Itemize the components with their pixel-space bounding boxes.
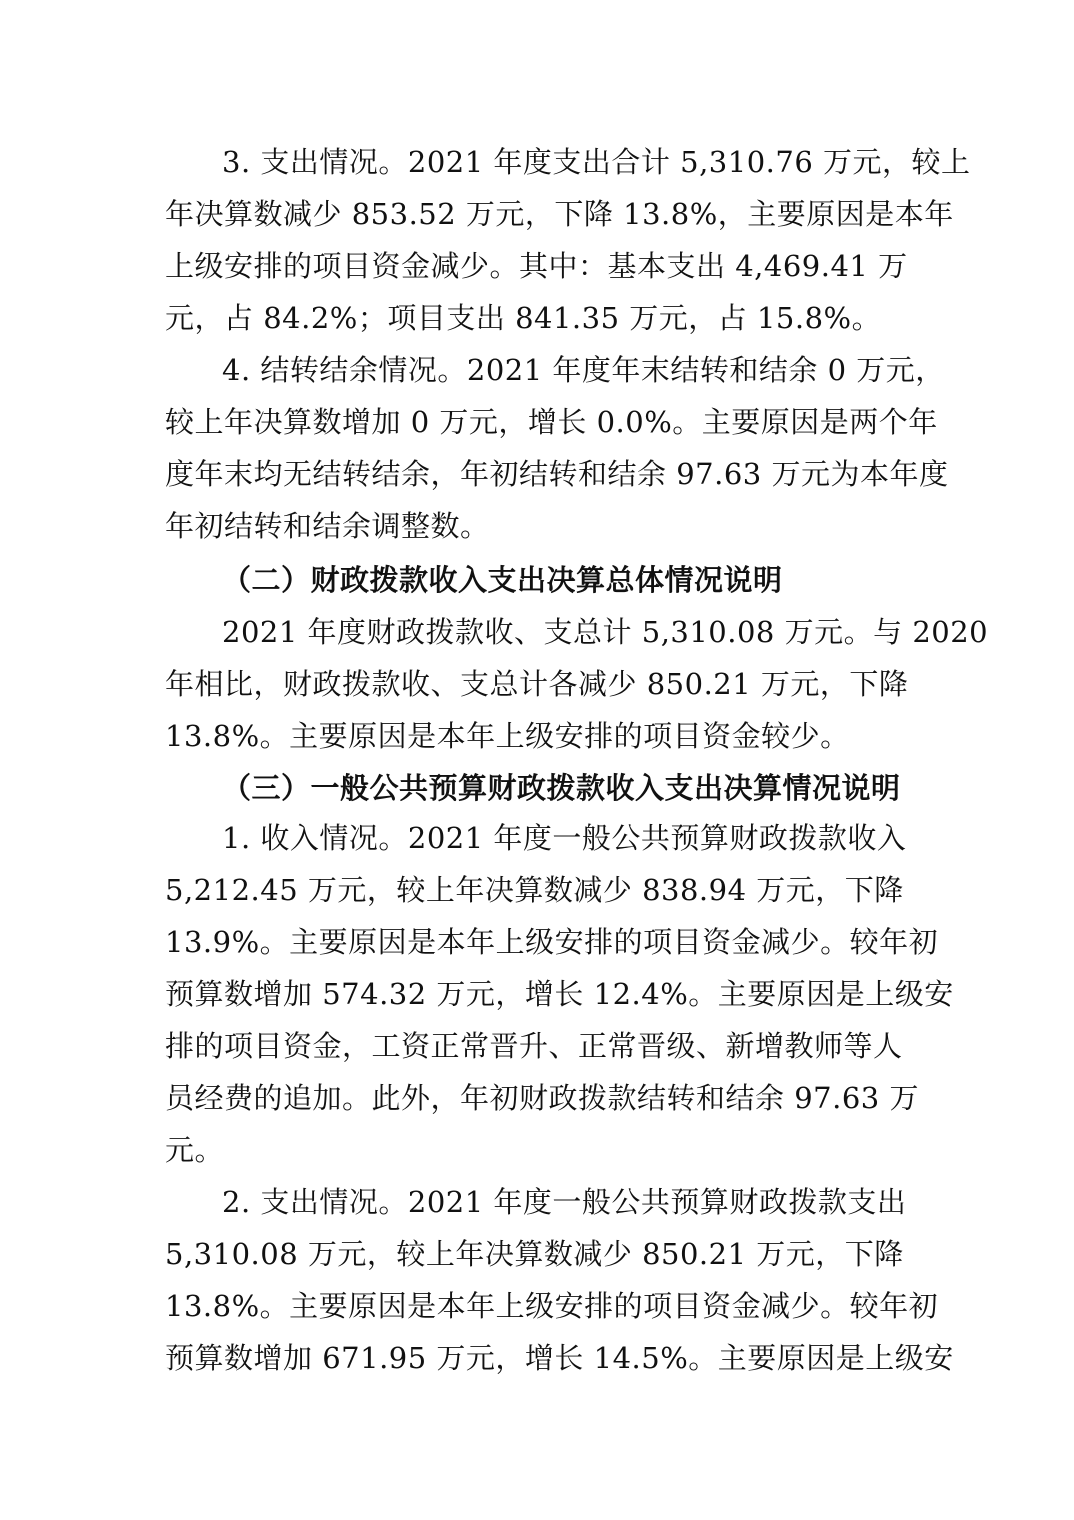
section-heading: （二）财政拨款收入支出决算总体情况说明 bbox=[222, 563, 783, 597]
text-line: 员经费的追加。此外，年初财政拨款结转和结余 97.63 万 bbox=[165, 1081, 919, 1115]
text-line: 预算数增加 671.95 万元，增长 14.5%。主要原因是上级安 bbox=[165, 1341, 954, 1375]
text-line: 上级安排的项目资金减少。其中：基本支出 4,469.41 万 bbox=[165, 249, 908, 283]
text-line: 元，占 84.2%；项目支出 841.35 万元，占 15.8%。 bbox=[165, 301, 882, 335]
text-line: 5,212.45 万元，较上年决算数减少 838.94 万元，下降 bbox=[165, 873, 904, 907]
text-line: 2021 年度财政拨款收、支总计 5,310.08 万元。与 2020 bbox=[222, 615, 989, 649]
text-line: 5,310.08 万元，较上年决算数减少 850.21 万元，下降 bbox=[165, 1237, 904, 1271]
text-line: 13.8%。主要原因是本年上级安排的项目资金较少。 bbox=[165, 719, 850, 753]
text-line: 预算数增加 574.32 万元，增长 12.4%。主要原因是上级安 bbox=[165, 977, 954, 1011]
text-line: 13.8%。主要原因是本年上级安排的项目资金减少。较年初 bbox=[165, 1289, 939, 1323]
text-line: 元。 bbox=[165, 1133, 225, 1167]
text-line: 年相比，财政拨款收、支总计各减少 850.21 万元，下降 bbox=[165, 667, 909, 701]
text-line: 3. 支出情况。2021 年度支出合计 5,310.76 万元，较上 bbox=[222, 145, 971, 179]
text-line: 1. 收入情况。2021 年度一般公共预算财政拨款收入 bbox=[222, 821, 907, 855]
text-line: 度年末均无结转结余，年初结转和结余 97.63 万元为本年度 bbox=[165, 457, 949, 491]
section-heading: （三）一般公共预算财政拨款收入支出决算情况说明 bbox=[222, 771, 901, 805]
text-line: 年决算数减少 853.52 万元，下降 13.8%，主要原因是本年 bbox=[165, 197, 954, 231]
text-line: 较上年决算数增加 0 万元，增长 0.0%。主要原因是两个年 bbox=[165, 405, 938, 439]
text-line: 排的项目资金，工资正常晋升、正常晋级、新增教师等人 bbox=[165, 1029, 903, 1063]
text-line: 2. 支出情况。2021 年度一般公共预算财政拨款支出 bbox=[222, 1185, 907, 1219]
text-line: 4. 结转结余情况。2021 年度年末结转和结余 0 万元， bbox=[222, 353, 945, 387]
text-line: 年初结转和结余调整数。 bbox=[165, 509, 490, 543]
text-line: 13.9%。主要原因是本年上级安排的项目资金减少。较年初 bbox=[165, 925, 939, 959]
